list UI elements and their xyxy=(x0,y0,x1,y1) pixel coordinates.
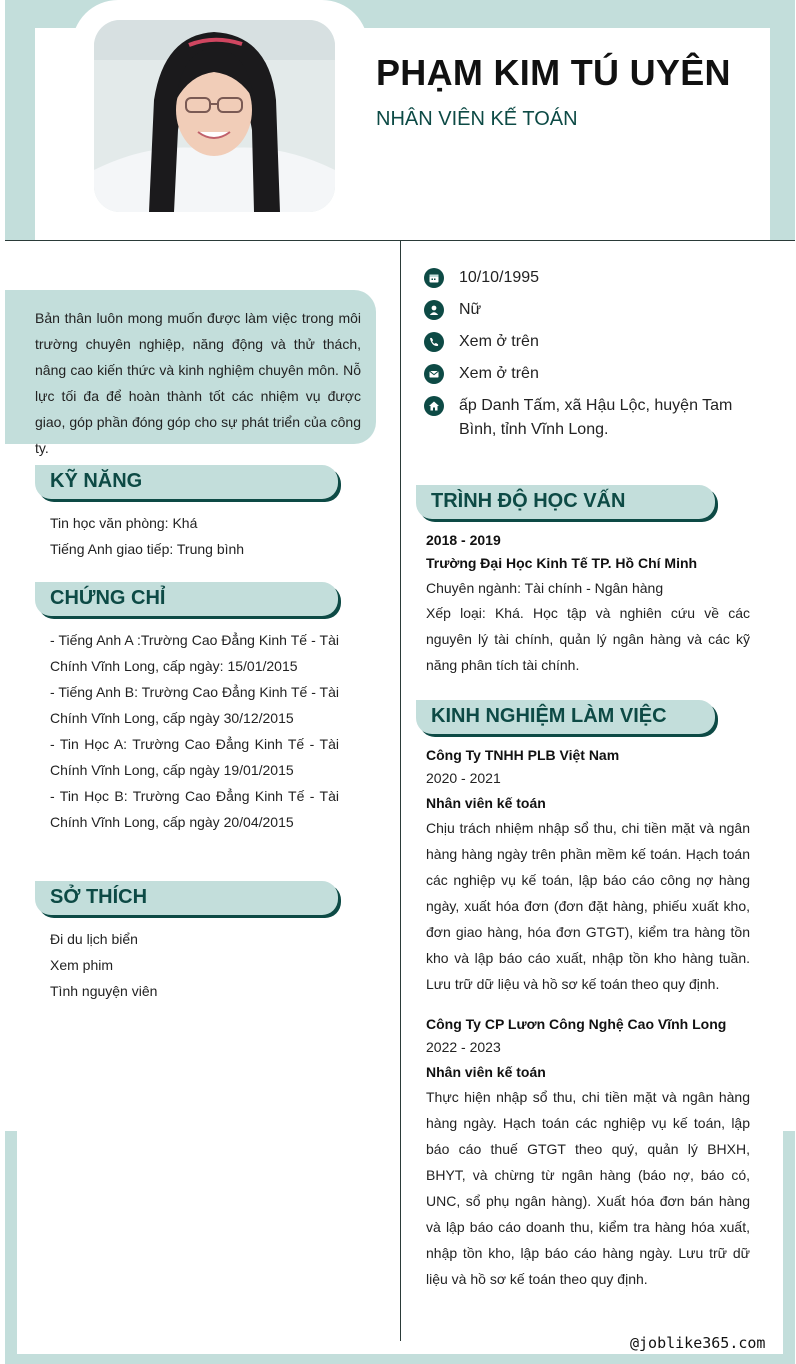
birthday-value: 10/10/1995 xyxy=(459,269,540,286)
list-item: - Tiếng Anh A :Trường Cao Đẳng Kinh Tế - Tài Chính Vĩnh Long, cấp ngày: 15/01/2015 xyxy=(50,632,339,674)
profile-photo xyxy=(94,20,335,212)
calendar-icon xyxy=(424,268,444,288)
summary-box: Bản thân luôn mong muốn được làm việc trong môi trường chuyên nghiệp, năng động và thử thách, nâng cao kiến thức và kinh nghiệm chuyên môn. Nỗ lực tối đa để hoàn thành tốt các nhiệm vụ được giao, góp phần đóng góp cho sự phát triển của công ty. xyxy=(5,290,376,444)
list-item: Đi du lịch biển xyxy=(50,931,138,947)
column-divider xyxy=(400,241,401,1341)
education-period: 2018 - 2019 xyxy=(426,532,501,548)
contact-phone xyxy=(424,330,774,354)
list-item: - Tiếng Anh B: Trường Cao Đẳng Kinh Tế - Tài Chính Vĩnh Long, cấp ngày 30/12/2015 xyxy=(50,684,339,726)
candidate-name: PHẠM KIM TÚ UYÊN xyxy=(376,52,731,93)
experience-entry xyxy=(426,744,750,997)
gender-value: Nữ xyxy=(459,301,482,318)
watermark: @joblike365.com xyxy=(630,1334,766,1352)
header-notch xyxy=(35,195,75,240)
job-company: Công Ty CP Lươn Công Nghệ Cao Vĩnh Long xyxy=(426,1016,727,1032)
job-company: Công Ty TNHH PLB Việt Nam xyxy=(426,747,620,763)
job-position: Nhân viên kế toán xyxy=(426,795,546,811)
job-period: 2020 - 2021 xyxy=(426,770,501,786)
education-major: Chuyên ngành: Tài chính - Ngân hàng xyxy=(426,580,664,596)
skills-heading: KỸ NĂNG xyxy=(35,465,338,499)
home-icon xyxy=(424,396,444,416)
certificates-list xyxy=(50,627,339,835)
certificates-heading: CHỨNG CHỈ xyxy=(35,582,338,616)
contact-birthday xyxy=(424,266,774,290)
email-icon xyxy=(424,364,444,384)
job-title: NHÂN VIÊN KẾ TOÁN xyxy=(376,108,578,130)
job-description: Chịu trách nhiệm nhập sổ thu, chi tiền mặt và ngân hàng hàng ngày trên phần mềm kế toán. Hạch toán các nghiệp vụ kế toán, lập báo cáo công nợ hàng ngày, xuất hóa đơn (đơn đặt hàng, phiếu xuất kho, đơn giao hàng, hóa đơn GTGT), kiểm tra hàng tồn kho và lập báo cáo xuất, nhập tồn kho hàng tuần. Lưu trữ dữ liệu và hồ sơ kế toán theo quy định. xyxy=(426,820,750,992)
hobbies-heading: SỞ THÍCH xyxy=(35,881,338,915)
skills-list xyxy=(50,510,350,562)
list-item: Tiếng Anh giao tiếp: Trung bình xyxy=(50,541,245,557)
list-item: - Tin Học A: Trường Cao Đẳng Kinh Tế - Tài Chính Vĩnh Long, cấp ngày 19/01/2015 xyxy=(50,736,339,778)
contact-address xyxy=(424,394,774,442)
list-item: Xem phim xyxy=(50,957,114,973)
job-position: Nhân viên kế toán xyxy=(426,1064,546,1080)
bottom-frame-bar xyxy=(5,1354,795,1364)
education-school: Trường Đại Học Kinh Tế TP. Hồ Chí Minh xyxy=(426,555,698,571)
job-period: 2022 - 2023 xyxy=(426,1039,501,1055)
contact-email xyxy=(424,362,774,386)
contact-gender xyxy=(424,298,774,322)
hobbies-list xyxy=(50,926,350,1004)
list-item: - Tin Học B: Trường Cao Đẳng Kinh Tế - Tài Chính Vĩnh Long, cấp ngày 20/04/2015 xyxy=(50,788,339,830)
education-heading: TRÌNH ĐỘ HỌC VẤN xyxy=(416,485,715,519)
list-item: Tin học văn phòng: Khá xyxy=(50,515,198,531)
education-entry xyxy=(426,529,750,678)
phone-value: Xem ở trên xyxy=(459,333,539,350)
job-description: Thực hiện nhập sổ thu, chi tiền mặt và ngân hàng hàng ngày. Hạch toán các nghiệp vụ kế toán, lập báo cáo thuế GTGT theo quý, quản lý BHXH, BHYT, và chừng từ ngân hàng (báo nợ, báo có, UNC, sổ phụ ngân hàng). Xuất hóa đơn bán hàng và lập báo cáo doanh thu, kiểm tra hàng hóa xuất, nhập tồn kho, lập báo cáo hàng ngày. Lưu trữ dữ liệu và hồ sơ kế toán theo quy định. xyxy=(426,1089,750,1287)
user-icon xyxy=(424,300,444,320)
address-value: ấp Danh Tấm, xã Hậu Lộc, huyện Tam Bình, tỉnh Vĩnh Long. xyxy=(459,397,733,438)
education-description: Xếp loại: Khá. Học tập và nghiên cứu về các nguyên lý tài chính, quản lý ngân hàng và các kỹ năng phân tích tài chính. xyxy=(426,605,750,673)
list-item: Tình nguyện viên xyxy=(50,983,158,999)
bottom-frame-left xyxy=(5,1131,17,1364)
experience-entry xyxy=(426,1013,750,1292)
experience-heading: KINH NGHIỆM LÀM VIỆC xyxy=(416,700,715,734)
bottom-frame-right xyxy=(783,1131,795,1364)
phone-icon xyxy=(424,332,444,352)
email-value: Xem ở trên xyxy=(459,365,539,382)
